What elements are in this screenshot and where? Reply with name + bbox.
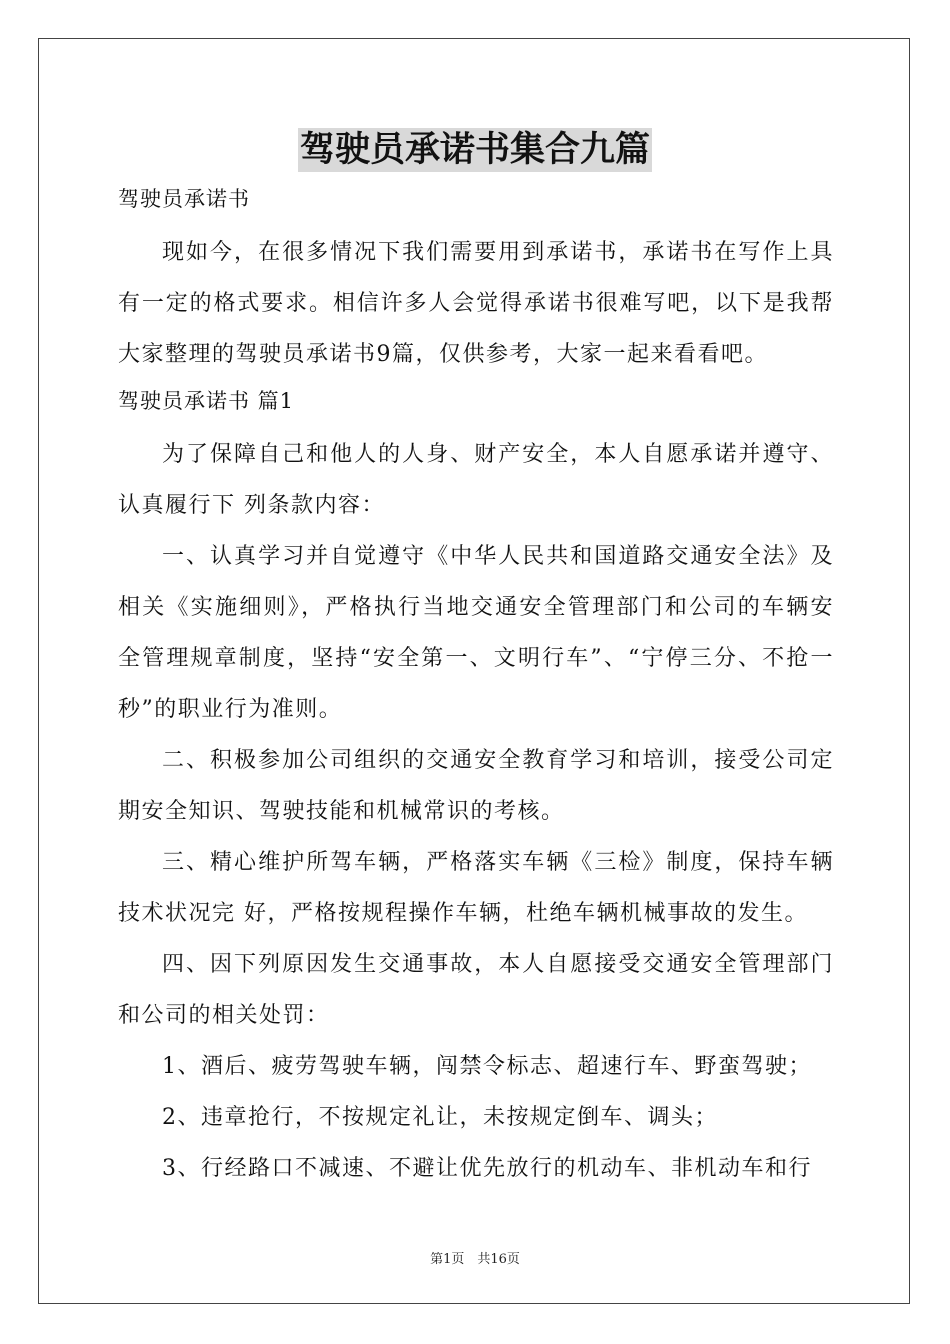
page-footer: 第1页 共16页 bbox=[430, 1252, 520, 1267]
list-item: 1、酒后、疲劳驾驶车辆，闯禁令标志、超速行车、野蛮驾驶； bbox=[162, 1054, 812, 1079]
body-paragraph: 一、认真学习并自觉遵守《中华人民共和国道路交通安全法》及相关《实施细则》，严格执行当地交通安全管理部门和公司的车辆安全管理规章制度，坚持“安全第一、文明行车”、“宁停三分、不抢一秒”的职业行为准则。 bbox=[118, 544, 834, 722]
document-title: 驾驶员承诺书集合九篇 bbox=[299, 129, 650, 170]
list-item: 2、违章抢行，不按规定礼让，未按规定倒车、调头； bbox=[162, 1105, 718, 1130]
body-paragraph: 为了保障自己和他人的人身、财产安全，本人自愿承诺并遵守、认真履行下 列条款内容： bbox=[118, 442, 834, 518]
section-heading: 驾驶员承诺书 篇1 bbox=[118, 389, 295, 413]
body-paragraph: 三、精心维护所驾车辆，严格落实车辆《三检》制度，保持车辆技术状况完 好，严格按规程操作车辆，杜绝车辆机械事故的发生。 bbox=[118, 850, 834, 926]
title-container bbox=[0, 128, 950, 172]
document-body bbox=[118, 178, 834, 1194]
body-paragraph: 二、积极参加公司组织的交通安全教育学习和培训，接受公司定期安全知识、驾驶技能和机械常识的考核。 bbox=[118, 748, 834, 824]
intro-paragraph: 现如今，在很多情况下我们需要用到承诺书，承诺书在写作上具有一定的格式要求。相信许多人会觉得承诺书很难写吧，以下是我帮大家整理的驾驶员承诺书9篇，仅供参考，大家一起来看看吧。 bbox=[118, 240, 834, 367]
list-item: 3、行经路口不减速、不避让优先放行的机动车、非机动车和行 bbox=[162, 1156, 812, 1181]
subtitle-heading: 驾驶员承诺书 bbox=[118, 187, 250, 211]
body-paragraph: 四、因下列原因发生交通事故，本人自愿接受交通安全管理部门和公司的相关处罚： bbox=[118, 952, 834, 1028]
